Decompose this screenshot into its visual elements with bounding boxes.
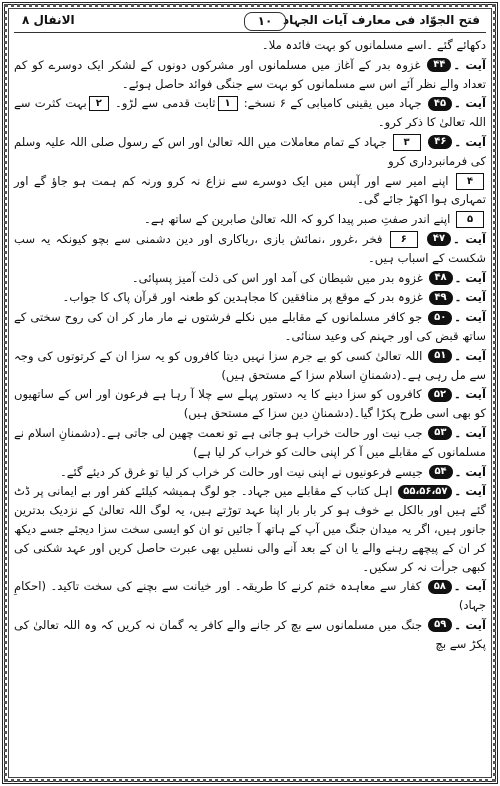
- ayat-53: [14, 424, 486, 462]
- page-number: ۱۰: [244, 12, 286, 31]
- ayat-47: [14, 230, 486, 268]
- ayat-label: آیت ۔: [453, 579, 487, 594]
- point-box: ۵: [456, 211, 484, 228]
- point-4: [14, 172, 486, 210]
- ayat-label: آیت ۔: [454, 617, 487, 632]
- ayat-number-badge: ۵۰: [428, 311, 452, 325]
- ayat-number-badge: ۴۴: [427, 58, 451, 72]
- ayat-label: آیت ۔: [454, 484, 486, 499]
- ayat-label: آیت ۔: [453, 57, 486, 72]
- point-5: [14, 210, 486, 229]
- paragraph-text: جہاد میں یقینی کامیابی کے ۶ نسخے:: [243, 96, 422, 111]
- ayat-45: [14, 94, 486, 132]
- ayat-46: [14, 133, 486, 171]
- paragraph-text: اپنے امیر سے اور آپس میں ایک دوسرے سے نزاع نہ کرو ورنہ کم ہمت ہو جاؤ گے اور تمہاری ہوا اکھڑ جائے گی۔: [14, 173, 486, 207]
- ayat-label: آیت ۔: [454, 96, 486, 111]
- ayat-number-badge: ۴۹: [429, 291, 453, 305]
- paragraph-text: غزوہ بدر میں شیطان کی آمد اور اس کی ذلت آمیز پسپائی۔: [131, 270, 423, 285]
- ayat-number-badge: ۵۱: [428, 349, 452, 363]
- paragraph-text: کافروں کو سزا دینے کا یہ دستور پہلے سے چلا آ رہا ہے فرعون اور اس کے ساتھیوں کو بھی اسی طرح پکڑا گیا۔(دشمنانِ دین سزا کے مستحق ہیں): [14, 387, 486, 421]
- ayat-number-badge: ۴۸: [429, 271, 453, 285]
- ayat-51: [14, 347, 486, 385]
- paragraph-text: جو کافر مسلمانوں کے مقابلے میں نکلے فرشتوں نے مار مار کر ان کی روح سختی کے ساتھ قبض کی اور جہنم کی وعید سنائی۔: [14, 310, 486, 343]
- ayat-55-57: [14, 482, 486, 576]
- ayat-50: [14, 308, 486, 346]
- ayat-label: آیت ۔: [454, 310, 486, 325]
- paragraph-0: [14, 36, 486, 55]
- paragraph-text: اپنے اندر صفتِ صبر پیدا کرو کہ اللہ تعالیٰ صابرین کے ساتھ ہے۔: [144, 212, 451, 227]
- ayat-number-badge: ۴۵: [428, 97, 452, 111]
- ayat-52: [14, 385, 486, 423]
- ayat-label: آیت ۔: [453, 231, 487, 246]
- point-box: ۴: [456, 173, 484, 190]
- ayat-number-badge: ۴۷: [427, 232, 451, 246]
- point-box: ۳: [393, 134, 421, 151]
- ayat-number-badge: ۵۲: [428, 388, 452, 402]
- ayat-label: آیت ۔: [454, 270, 486, 285]
- ayat-number-badge: ۴۶: [428, 135, 452, 149]
- paragraph-text: غزوہ بدر کے موقع پر منافقین کا مجاہدین کو طعنہ اور قرآن پاک کا جواب۔: [62, 290, 423, 305]
- ayat-number-badge: ۵۹: [428, 618, 452, 632]
- paragraph-text: اللہ تعالیٰ کسی کو بے جرم سزا نہیں دیتا کافروں کو یہ سزا ان کے کرتوتوں کی وجہ سے مل رہی ہے۔(دشمنانِ اسلام سزا کے مستحق ہیں): [14, 348, 486, 382]
- point-text: بہت کثرت سے اللہ تعالیٰ کا ذکر کرو۔: [14, 96, 486, 130]
- point-box: ۱: [218, 96, 238, 111]
- chapter-label: الانفال ۸: [22, 13, 75, 27]
- ayat-49: [14, 288, 486, 307]
- ayat-48: [14, 269, 486, 288]
- ayat-number-badge: ۵۸: [428, 580, 452, 594]
- ayat-number-badge: ۵۳: [428, 426, 452, 440]
- ayat-number-badge: ۵۵،۵۶،۵۷: [398, 485, 452, 499]
- ayat-58: [14, 577, 486, 615]
- ayat-59: [14, 616, 486, 654]
- ayat-label: آیت ۔: [454, 425, 486, 440]
- paragraph-text: کفار سے معاہدہ ختم کرنے کا طریقہ۔ اور خیانت سے بچنے کی سخت تاکید۔ (احکامِ جہاد): [14, 579, 486, 613]
- paragraph-text: جہاد کے تمام معاملات میں اللہ تعالیٰ اور اس کے رسول صلی اللہ علیہ وسلم کی فرمانبرداری کرو: [14, 134, 486, 168]
- paragraph-text: جنگ میں مسلمانوں سے بچ کر جانے والے کافر یہ گمان نہ کریں کہ وہ اللہ تعالیٰ کی پکڑ سے بچ: [14, 617, 486, 651]
- ayat-54: [14, 463, 486, 482]
- point-box: ۲: [89, 96, 109, 111]
- paragraph-text: فخر ،غرور ،نمائش بازی ،ریاکاری اور دین دشمنی سے بچو کیونکہ یہ سب شکست کے اسباب ہیں۔: [14, 231, 486, 265]
- paragraph-text: دکھائے گئے ۔اسے مسلمانوں کو بہت فائدہ ملا۔: [261, 38, 486, 52]
- ayat-number-badge: ۵۴: [429, 465, 453, 479]
- book-title: فتح الجوّاد فی معارف آیات الجہاد: [282, 13, 480, 27]
- page-header: [14, 12, 486, 33]
- paragraph-text: جیسے فرعونیوں نے اپنی نیت اور حالت کر خراب کر لیا تو غرق کر دیئے گئے۔: [59, 464, 423, 479]
- paragraph-text: اہل کتاب کے مقابلے میں جہاد۔ جو لوگ ہمیشہ کیلئے کفر اور بے ایمانی پر ڈٹ گئے ہیں اور بالکل بے خوف ہو کر بار بار اپنا عہد توڑتے ہیں، یہ لوگ اللہ تعالیٰ کے نزدیک بدترین جانور ہیں، اگر یہ میدان جنگ میں آپ کے ہاتھ آ جائیں تو ان کو ایسی سخت سزا دیجئے جسے دیکھ کر ان کے پیچھے رہنے والے یا ان کے بعد آنے والی نسلیں بھی عبرت حاصل کریں اور عہد شکنی کی کبھی جرأت نہ کر سکیں۔: [14, 484, 486, 574]
- paragraph-text: غزوہ بدر کے آغاز میں مسلمانوں اور مشرکوں دونوں کے لشکر ایک دوسرے کو کم تعداد والے نظر آئے اس سے مسلمانوں کو بہت سے جنگی فوائد حاصل ہوئے۔: [14, 57, 486, 91]
- ayat-label: آیت ۔: [454, 290, 486, 305]
- ayat-label: آیت ۔: [454, 134, 486, 149]
- ayat-44: [14, 56, 486, 94]
- point-text: ثابت قدمی سے لڑو۔: [115, 96, 216, 111]
- ayat-label: آیت ۔: [453, 387, 486, 402]
- point-box: ۶: [390, 231, 418, 248]
- ayat-label: آیت ۔: [454, 348, 486, 363]
- ayat-label: آیت ۔: [454, 464, 486, 479]
- paragraph-text: جب نیت اور حالت خراب ہو جاتی ہے تو نعمت چھین لی جاتی ہے۔(دشمنانِ اسلام نے مسلمانوں کے مقابلے میں آ کر اپنی حالت کو خراب کر لیا ہے): [14, 425, 486, 459]
- page-content: [14, 36, 486, 774]
